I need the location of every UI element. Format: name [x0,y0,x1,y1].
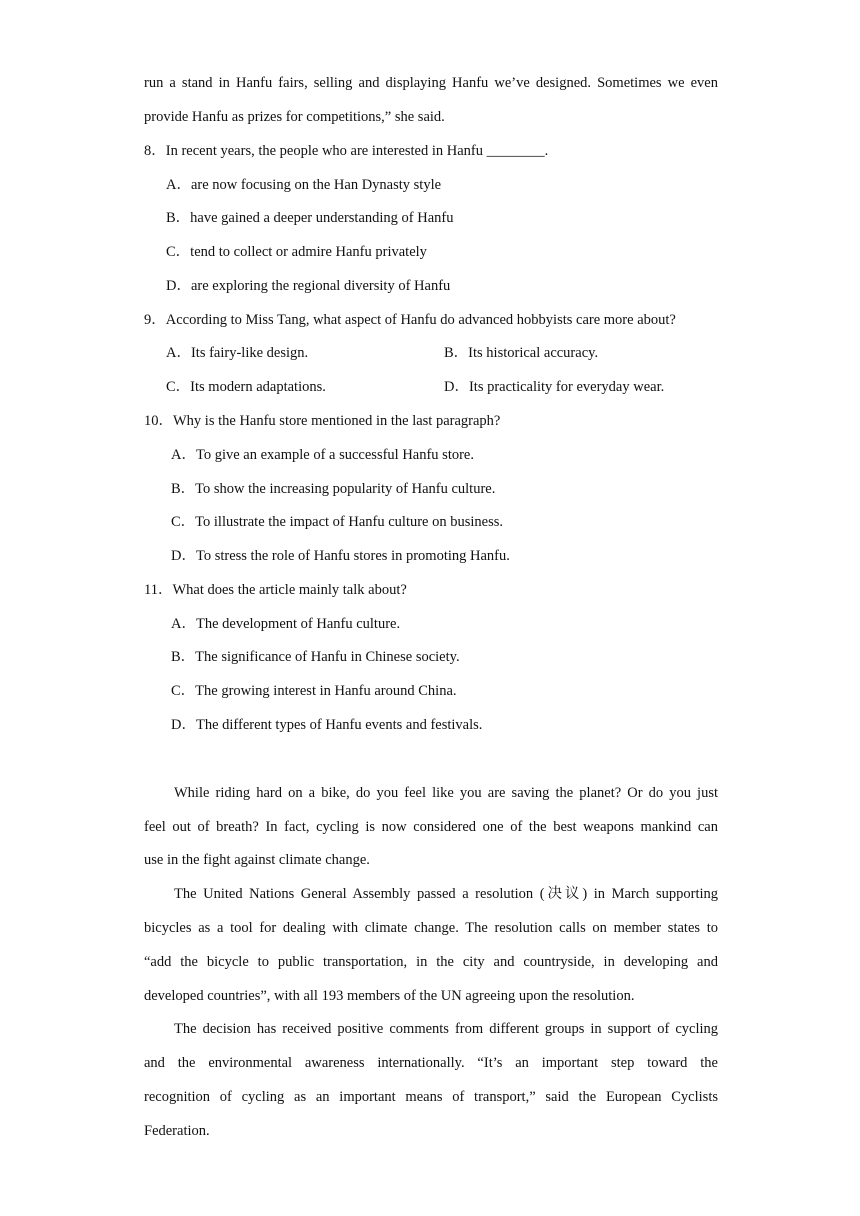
question-11-option-d: D．The different types of Hanfu events and festivals. [171,717,483,733]
question-9-option-c: C．Its modern adaptations. [166,379,326,395]
paragraph-2-line: bicycles as a tool for dealing with climate change. The resolution calls on member states to [144,920,718,936]
question-10-option-c: C．To illustrate the impact of Hanfu culture on business. [171,514,504,530]
paragraph-1-line: use in the fight against climate change. [144,852,370,868]
paragraph-3-line: recognition of cycling as an important means of transport,” said the European Cyclists [144,1089,718,1105]
paragraph-3-line: The decision has received positive comments from different groups in support of cycling [174,1021,718,1037]
paragraph-2-line: developed countries”, with all 193 members of the UN agreeing upon the resolution. [144,988,635,1004]
paragraph-2-line: The United Nations General Assembly passed a resolution (决议) in March supporting [174,886,718,902]
question-11-stem: 11．What does the article mainly talk about? [144,582,407,598]
question-8-option-b: B．have gained a deeper understanding of Hanfu [166,210,454,226]
question-11-option-c: C．The growing interest in Hanfu around China. [171,683,457,699]
question-9-option-b: B．Its historical accuracy. [444,345,599,361]
question-9-option-d: D．Its practicality for everyday wear. [444,379,665,395]
question-8-option-d: D．are exploring the regional diversity of Hanfu [166,278,451,294]
paragraph-1-line: While riding hard on a bike, do you feel like you are saving the planet? Or do you just [174,785,718,801]
paragraph-1-line: feel out of breath? In fact, cycling is now considered one of the best weapons mankind can [144,819,718,835]
question-8-option-c: C．tend to collect or admire Hanfu privately [166,244,427,260]
question-11-option-b: B．The significance of Hanfu in Chinese society. [171,649,460,665]
question-8-option-a: A．are now focusing on the Han Dynasty style [166,177,442,193]
question-9-stem: 9．According to Miss Tang, what aspect of Hanfu do advanced hobbyists care more about? [144,312,676,328]
question-10-stem: 10．Why is the Hanfu store mentioned in the last paragraph? [144,413,501,429]
paragraph-2-line: “add the bicycle to public transportation, in the city and countryside, in developing and [144,954,718,970]
intro-line: run a stand in Hanfu fairs, selling and displaying Hanfu we’ve designed. Sometimes we even [144,75,718,91]
question-9-option-a: A．Its fairy-like design. [166,345,309,361]
question-10-option-b: B．To show the increasing popularity of Hanfu culture. [171,481,496,497]
question-8-stem: 8．In recent years, the people who are interested in Hanfu ________. [144,143,549,159]
paragraph-3-line: Federation. [144,1123,210,1139]
question-10-option-a: A．To give an example of a successful Hanfu store. [171,447,474,463]
question-10-option-d: D．To stress the role of Hanfu stores in promoting Hanfu. [171,548,510,564]
question-11-option-a: A．The development of Hanfu culture. [171,616,401,632]
paragraph-3-line: and the environmental awareness internationally. “It’s an important step toward the [144,1055,718,1071]
intro-line: provide Hanfu as prizes for competitions,” she said. [144,109,445,125]
